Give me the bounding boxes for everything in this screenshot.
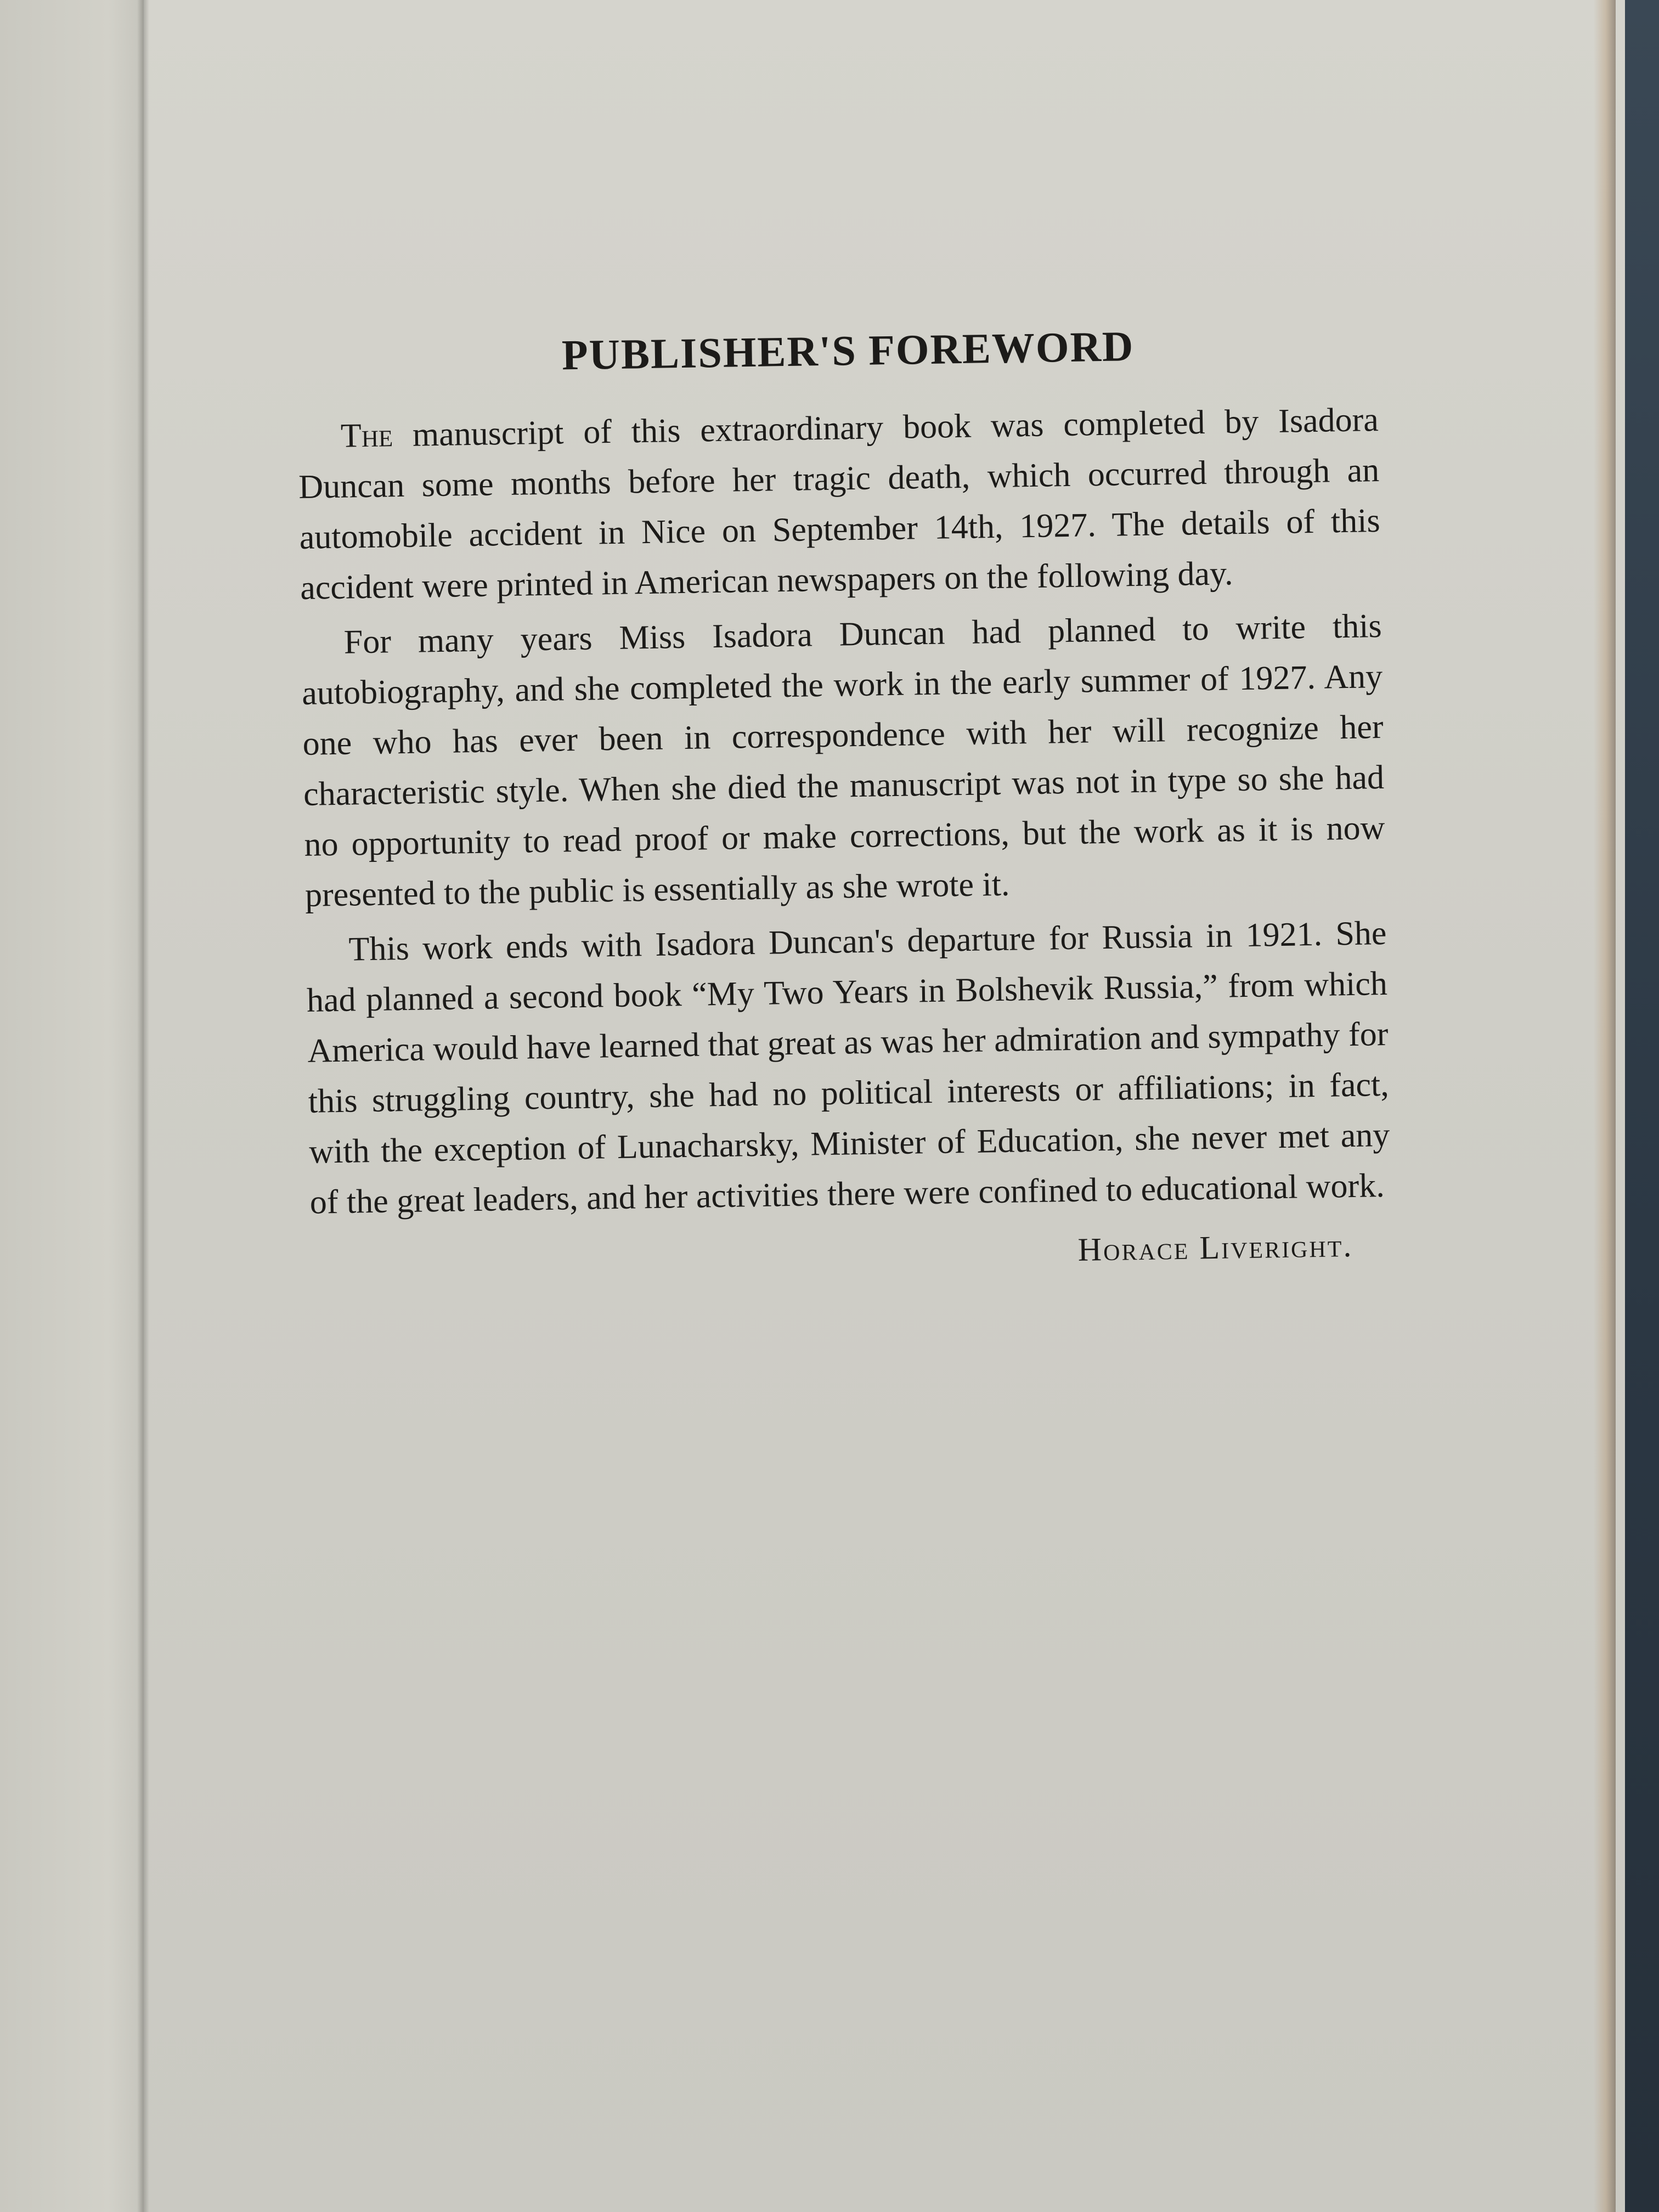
paragraph-3-text: This work ends with Isadora Duncan's departure for Russia in 1921. She had planned a second book “My Two Years in Bolshevik Russia,” from which America would have learned that great as was her admiration and sympathy for this struggling country, she had no political interests or affiliations; in fact, with the exception of Lunacharsky, Minister of Education, she never met any of the great leaders, and her activities there were confined to educational work. [306, 914, 1390, 1221]
signature: Horace Liveright. [1077, 1227, 1353, 1268]
page-title: PUBLISHER'S FOREWORD [561, 322, 1135, 379]
paragraph-2-text: For many years Miss Isadora Duncan had planned to write this autobiography, and she completed the work in the early summer of 1927. Any one who has ever been in correspondence with her will recognize her characteristic style. When she died the manuscript was not in type so she had no opportunity to read proof or make corrections, but the work as it is now presented to the public is essentially as she wrote it. [301, 607, 1385, 914]
paragraph-3 [306, 908, 1391, 1228]
page-edge [1594, 0, 1616, 2212]
paragraph-1-lead: The [340, 416, 393, 455]
paragraph-1-text: manuscript of this extraordinary book was completed by Isadora Duncan some months before her tragic death, which occurred through an automobile accident in Nice on September 14th, 1927. The details of this accident were printed in American newspapers on the following day. [298, 401, 1381, 607]
paragraph-1 [297, 394, 1381, 613]
foreword-text-block [296, 318, 1392, 1281]
paragraph-2 [301, 601, 1386, 921]
book-gutter [137, 0, 149, 2212]
